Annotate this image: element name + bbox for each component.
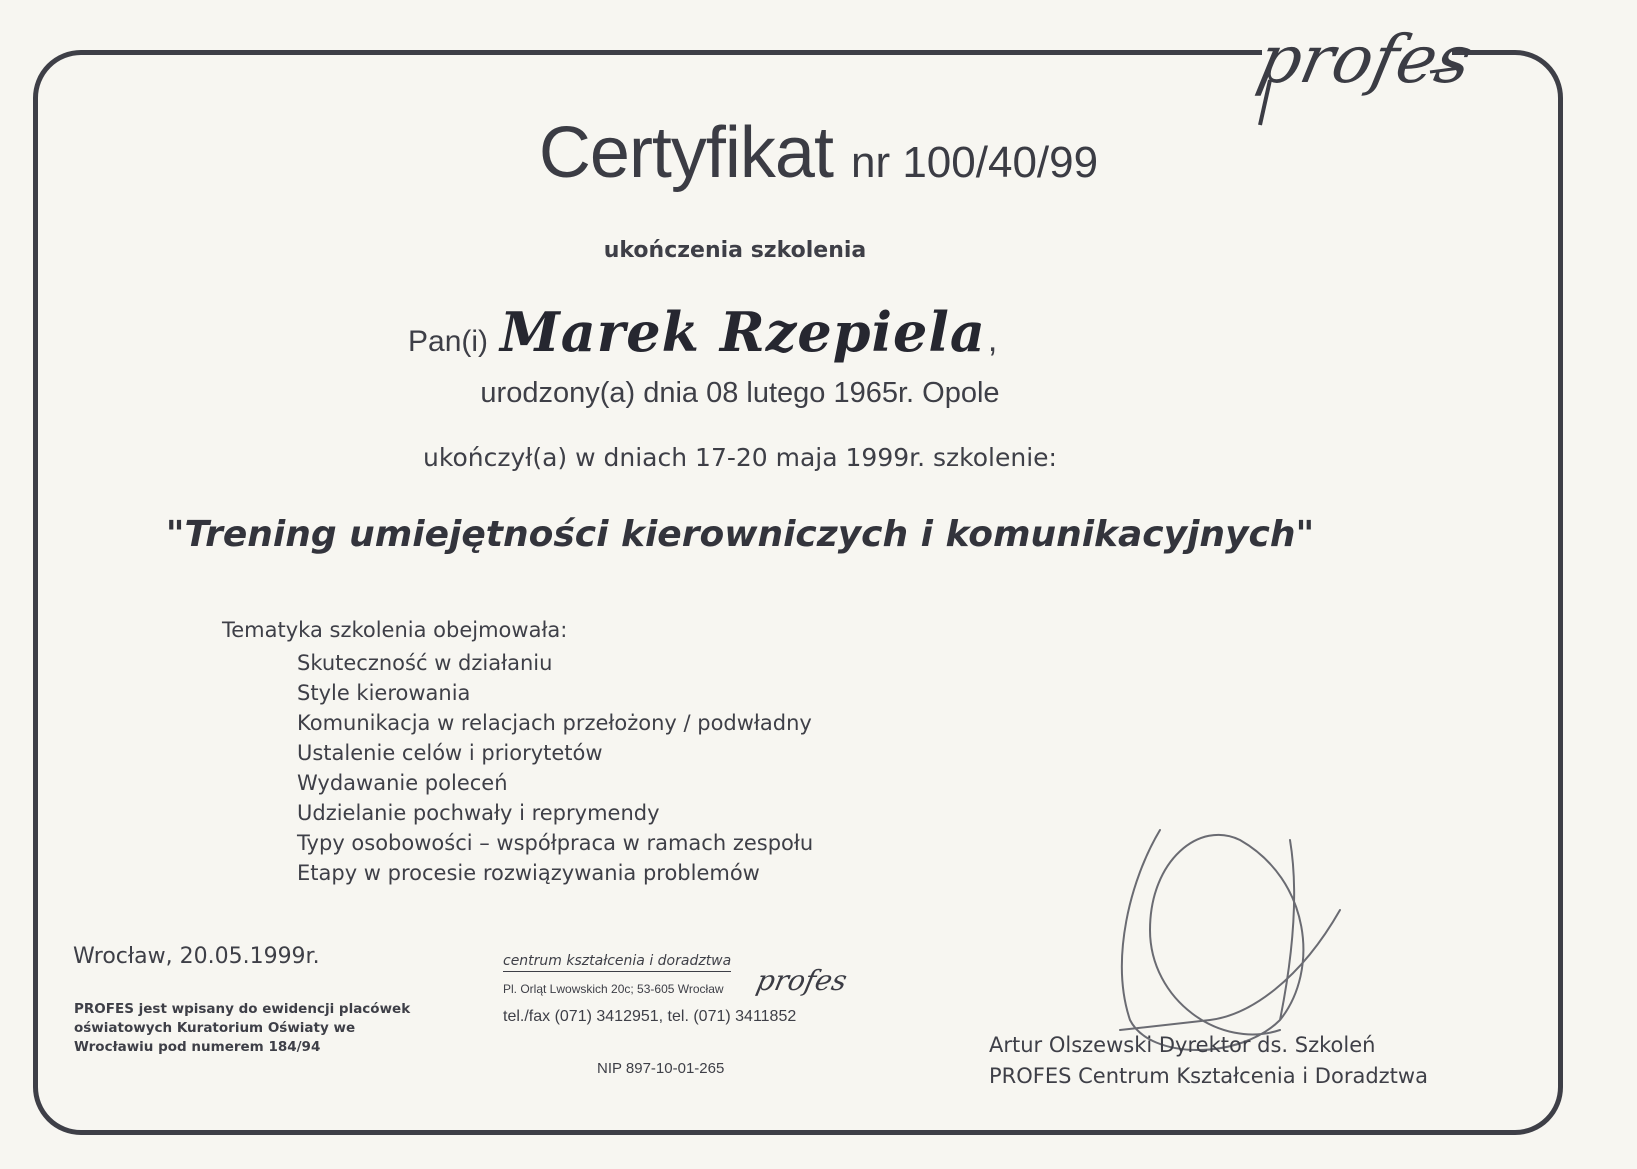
recipient-name: Marek Rzepiela bbox=[500, 300, 986, 364]
recipient-line bbox=[408, 300, 997, 364]
signer-block bbox=[989, 1030, 1428, 1092]
certificate-subtitle: ukończenia szkolenia bbox=[603, 238, 867, 263]
signer-organization: PROFES Centrum Kształcenia i Doradztwa bbox=[989, 1064, 1428, 1088]
name-prefix: Pan(i) bbox=[408, 325, 489, 358]
certificate-number: nr 100/40/99 bbox=[850, 138, 1099, 187]
certificate-title bbox=[0, 112, 1637, 194]
birth-info: urodzony(a) dnia 08 lutego 1965r. Opole bbox=[480, 377, 1000, 409]
stamp-phones: tel./fax (071) 3412951, tel. (071) 3411852 bbox=[503, 1008, 797, 1025]
topic-item: Skuteczność w działaniu bbox=[297, 651, 553, 675]
title-text: Certyfikat bbox=[538, 113, 833, 193]
registry-note: PROFES jest wpisany do ewidencji placówek oświatowych Kuratorium Oświaty we Wrocławiu pod numerem 184/94 bbox=[74, 1001, 411, 1055]
handwritten-signature bbox=[1090, 820, 1350, 1060]
stamp-address: Pl. Orląt Lwowskich 20c; 53-605 Wrocław bbox=[503, 982, 724, 996]
svg-text:profes: profes bbox=[1251, 20, 1479, 98]
topic-item: Ustalenie celów i priorytetów bbox=[297, 741, 603, 765]
topics-heading: Tematyka szkolenia obejmowała: bbox=[222, 618, 568, 642]
topic-item: Komunikacja w relacjach przełożony / podwładny bbox=[297, 711, 812, 735]
stamp-nip: NIP 897-10-01-265 bbox=[597, 1060, 725, 1077]
stamp-company-name: centrum kształcenia i doradztwa bbox=[503, 953, 731, 972]
topic-item: Style kierowania bbox=[297, 681, 471, 705]
name-comma: , bbox=[987, 321, 998, 359]
signer-name-title: Artur Olszewski Dyrektor ds. Szkoleń bbox=[989, 1033, 1376, 1057]
topics-list bbox=[297, 648, 813, 888]
topic-item: Typy osobowości – współpraca w ramach zespołu bbox=[297, 831, 814, 855]
topic-item: Udzielanie pochwały i reprymendy bbox=[297, 801, 660, 825]
stamp-logo bbox=[753, 962, 850, 1002]
topic-item: Etapy w procesie rozwiązywania problemów bbox=[297, 861, 760, 885]
course-title: "Trening umiejętności kierowniczych i komunikacyjnych" bbox=[165, 514, 1315, 555]
company-stamp bbox=[503, 952, 850, 1026]
completion-info: ukończył(a) w dniach 17-20 maja 1999r. szkolenie: bbox=[423, 443, 1057, 472]
topic-item: Wydawanie poleceń bbox=[297, 771, 508, 795]
place-and-date: Wrocław, 20.05.1999r. bbox=[73, 944, 320, 969]
svg-text:profes: profes bbox=[753, 964, 850, 997]
